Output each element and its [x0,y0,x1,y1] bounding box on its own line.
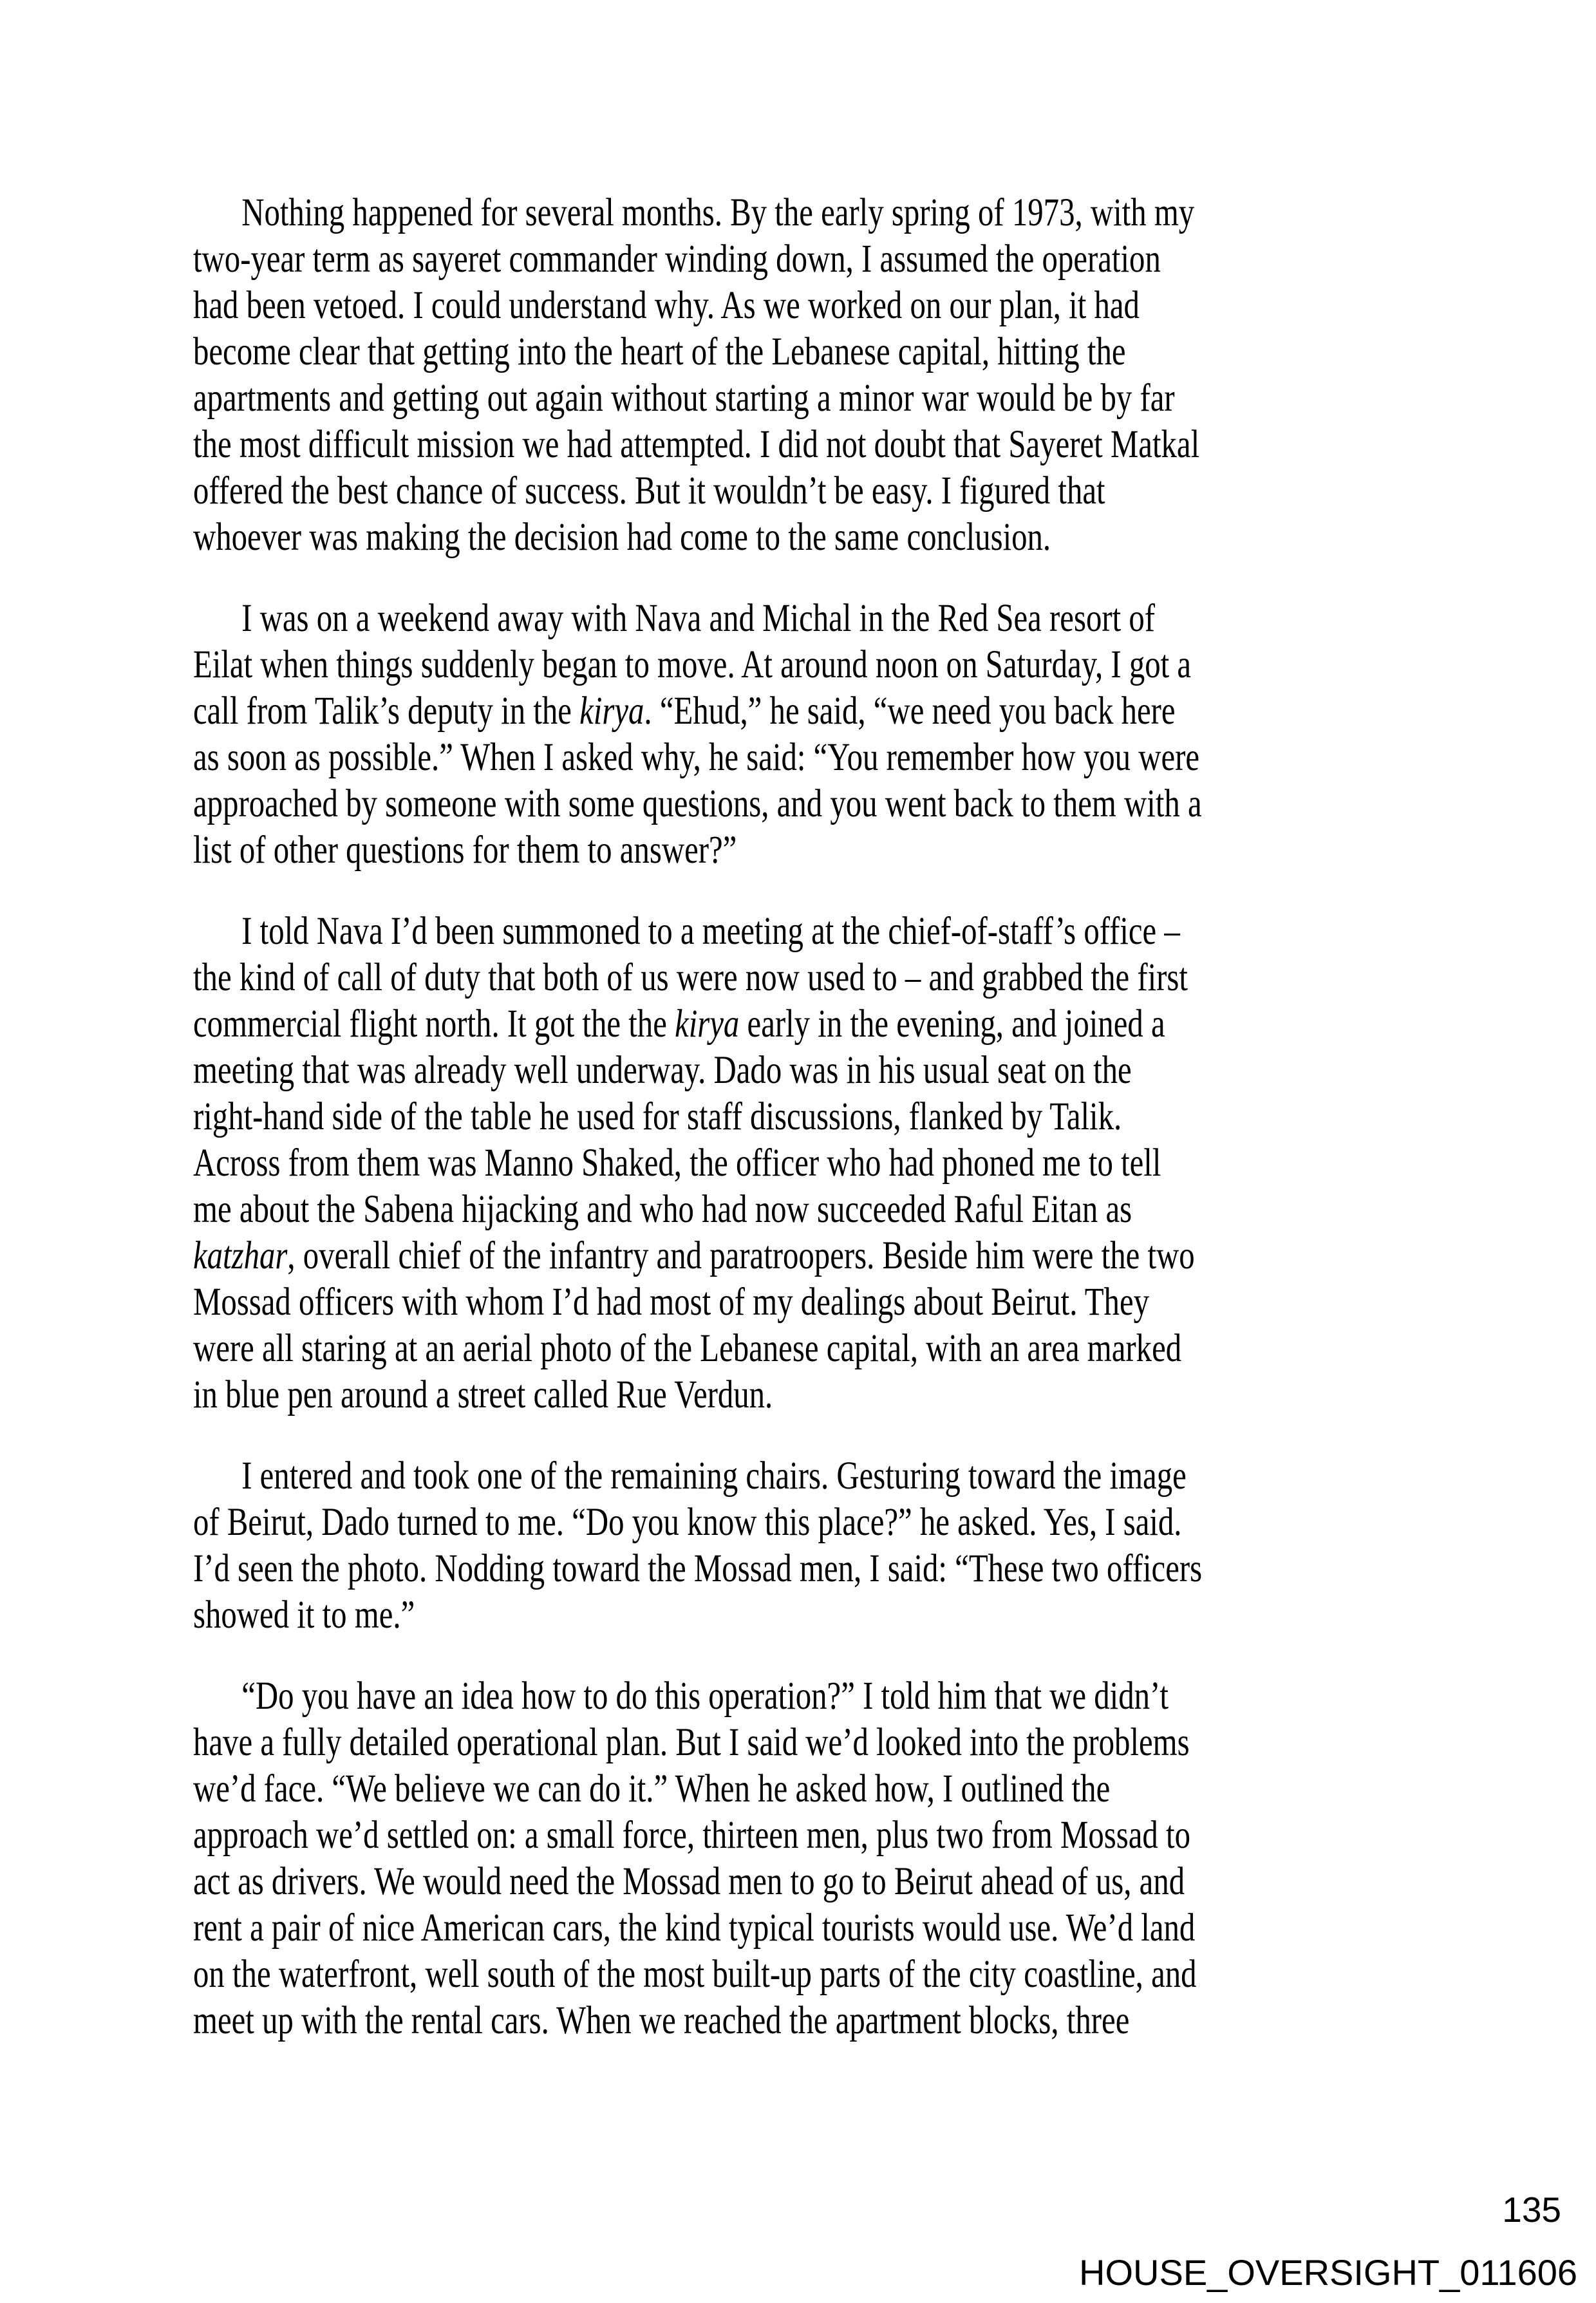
text-segment: Mossad officers with whom I’d had most of my dealings about Beirut. They [193,1281,1150,1324]
text-segment: two-year term as sayeret commander winding down, I assumed the operation [193,238,1161,281]
text-line [193,1546,1419,1592]
text-segment: on the waterfront, well south of the most built-up parts of the city coastline, and [193,1953,1197,1996]
text-line [193,236,1419,283]
text-segment: the most difficult mission we had attempted. I did not doubt that Sayeret Matkal [193,423,1200,466]
text-segment: have a fully detailed operational plan. But I said we’d looked into the problems [193,1721,1190,1764]
text-line [193,1812,1419,1859]
page-number: 135 [1502,2190,1561,2230]
text-segment: of Beirut, Dado turned to me. “Do you know this place?” he asked. Yes, I said. [193,1501,1182,1544]
text-line [193,1094,1419,1140]
text-segment: approached by someone with some questions, and you went back to them with a [193,782,1202,825]
page-body [193,190,1419,2044]
text-line [193,688,1419,735]
text-segment: rent a pair of nice American cars, the kind typical tourists would use. We’d land [193,1906,1196,1950]
text-segment: . “Ehud,” he said, “we need you back here [644,690,1176,733]
text-line [193,283,1419,329]
text-segment: the kind of call of duty that both of us were now used to – and grabbed the first [193,956,1188,999]
text-line [193,468,1419,514]
text-line [193,1905,1419,1951]
text-segment: Eilat when things suddenly began to move. At around noon on Saturday, I got a [193,643,1192,686]
text-line [193,1998,1419,2044]
text-line [193,1453,1419,1499]
text-line [193,1048,1419,1094]
text-line [193,514,1419,561]
text-segment: as soon as possible.” When I asked why, he said: “You remember how you were [193,736,1200,779]
text-segment: me about the Sabena hijacking and who had now succeeded Raful Eitan as [193,1188,1132,1231]
text-line [193,1372,1419,1418]
text-segment: early in the evening, and joined a [739,1002,1165,1046]
text-segment: become clear that getting into the heart of the Lebanese capital, hitting the [193,330,1126,373]
text-segment: had been vetoed. I could understand why. As we worked on our plan, it had [193,284,1140,327]
text-line [193,190,1419,236]
text-line [193,422,1419,468]
text-line [193,1951,1419,1998]
text-line [193,908,1419,955]
text-segment: I told Nava I’d been summoned to a meeting at the chief-of-staff’s office – [241,910,1180,953]
text-line [193,735,1419,781]
text-segment: act as drivers. We would need the Mossad men to go to Beirut ahead of us, and [193,1860,1185,1903]
text-line [193,1673,1419,1720]
text-line [193,329,1419,375]
text-line [193,642,1419,688]
text-line [193,1592,1419,1639]
text-segment: commercial flight north. It got the the [193,1002,675,1046]
text-line [193,781,1419,827]
text-segment: call from Talik’s deputy in the [193,690,580,733]
text-line [193,1233,1419,1279]
text-segment: meet up with the rental cars. When we reached the apartment blocks, three [193,1999,1130,2042]
text-segment: offered the best chance of success. But it wouldn’t be easy. I figured that [193,469,1105,512]
text-segment: showed it to me.” [193,1593,415,1637]
text-line [193,375,1419,422]
italic-text-segment: kirya [579,690,644,733]
text-line [193,1499,1419,1546]
italic-text-segment: kirya [675,1002,740,1046]
text-segment: , overall chief of the infantry and paratroopers. Beside him were the two [287,1234,1195,1277]
text-segment: meeting that was already well underway. Dado was in his usual seat on the [193,1049,1132,1092]
text-segment: Across from them was Manno Shaked, the officer who had phoned me to tell [193,1142,1161,1185]
text-segment: apartments and getting out again without starting a minor war would be by far [193,377,1175,420]
text-segment: approach we’d settled on: a small force, thirteen men, plus two from Mossad to [193,1814,1190,1857]
text-line [193,1326,1419,1372]
text-line [193,1140,1419,1187]
text-line [193,827,1419,874]
paragraph [193,1453,1419,1639]
paragraph [193,190,1419,561]
text-line [193,1187,1419,1233]
text-segment: I was on a weekend away with Nava and Michal in the Red Sea resort of [241,597,1156,640]
text-segment: list of other questions for them to answer?” [193,829,737,872]
text-segment: were all staring at an aerial photo of the Lebanese capital, with an area marked [193,1327,1182,1370]
text-segment: I entered and took one of the remaining chairs. Gesturing toward the image [241,1454,1187,1498]
text-line [193,596,1419,642]
text-segment: in blue pen around a street called Rue Verdun. [193,1373,773,1416]
text-line [193,1720,1419,1766]
paragraph [193,596,1419,874]
text-line [193,1279,1419,1326]
text-line [193,1859,1419,1905]
text-segment: I’d seen the photo. Nodding toward the Mossad men, I said: “These two officers [193,1547,1203,1590]
text-segment: “Do you have an idea how to do this operation?” I told him that we didn’t [241,1675,1169,1718]
text-segment: right-hand side of the table he used for staff discussions, flanked by Talik. [193,1095,1122,1138]
text-line [193,1766,1419,1812]
text-segment: whoever was making the decision had come to the same conclusion. [193,516,1051,559]
text-segment: Nothing happened for several months. By the early spring of 1973, with my [241,191,1195,234]
text-segment: we’d face. “We believe we can do it.” When he asked how, I outlined the [193,1767,1111,1810]
text-line [193,1001,1419,1048]
italic-text-segment: katzhar [193,1234,288,1277]
paragraph [193,908,1419,1418]
paragraph [193,1673,1419,2044]
bates-stamp: HOUSE_OVERSIGHT_011606 [1079,2252,1577,2293]
text-line [193,955,1419,1001]
